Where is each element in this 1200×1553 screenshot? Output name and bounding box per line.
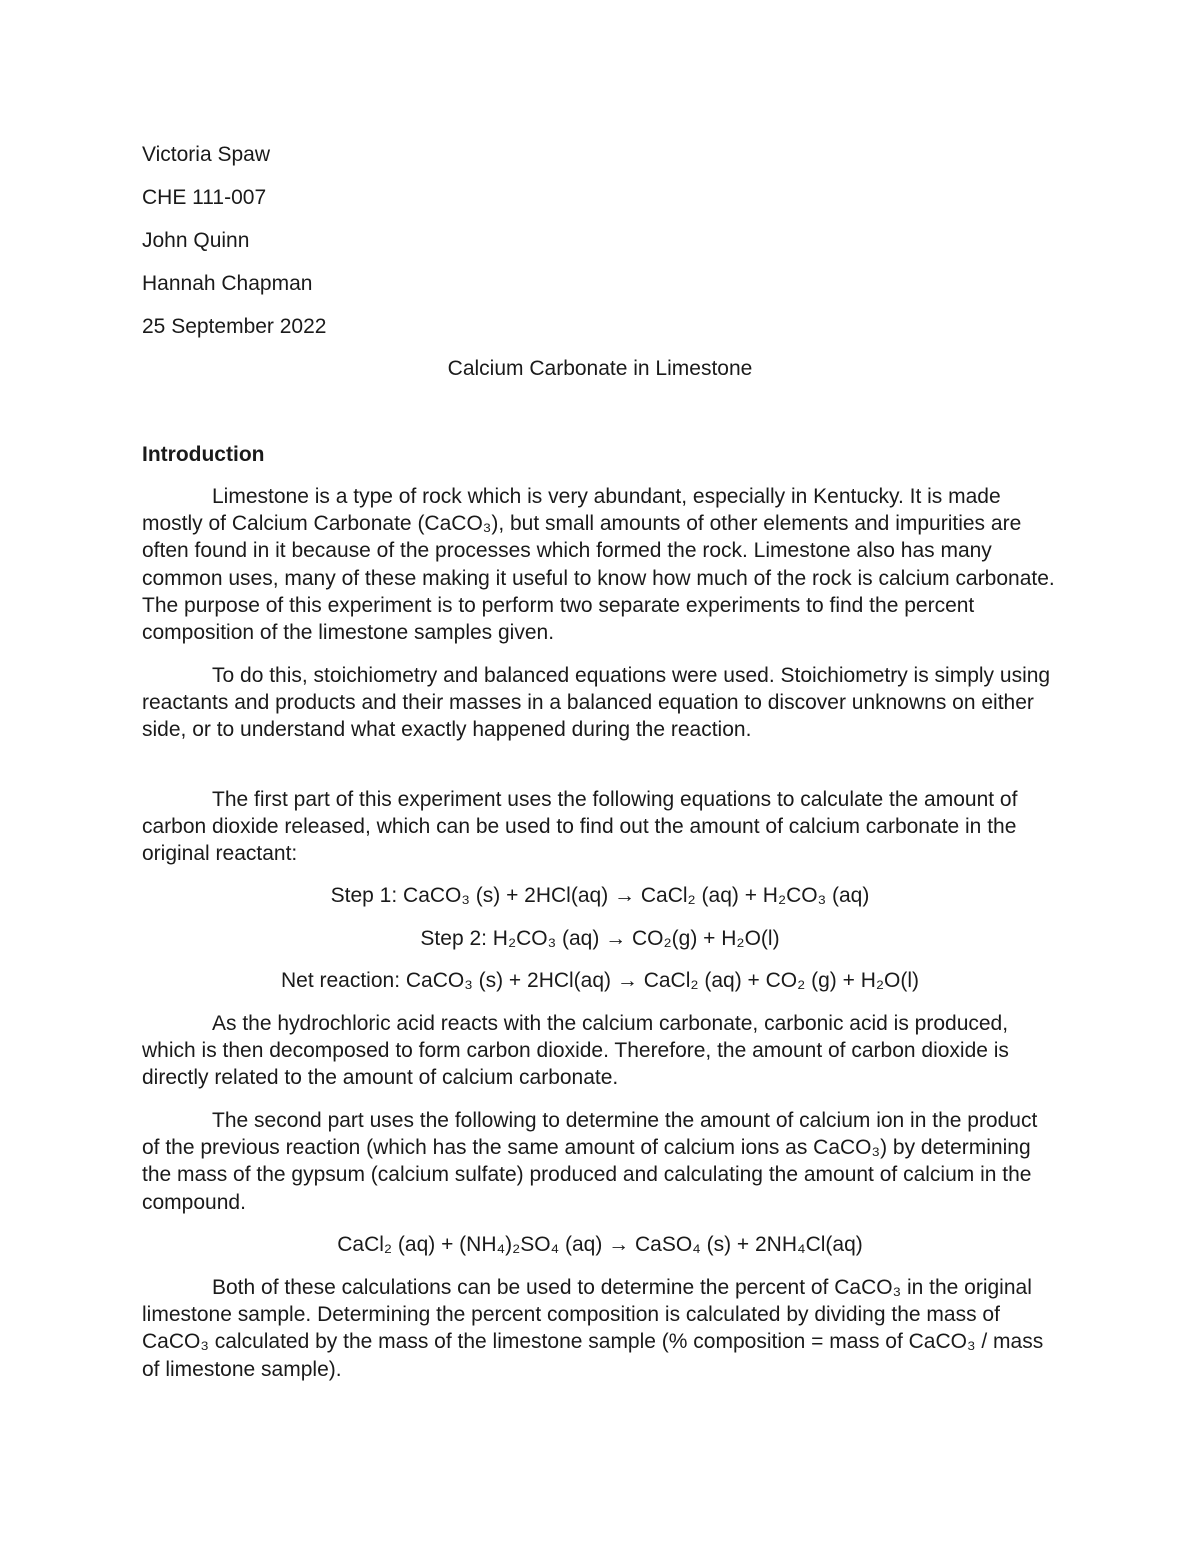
paragraph: The first part of this experiment uses the following equations to calculate the amount of carbon dioxide released, which can be used to find out the amount of calcium carbonate in the original reactant: (142, 788, 1018, 866)
report-date: 25 September 2022 (142, 315, 327, 338)
partner-name: John Quinn (142, 229, 250, 252)
section-heading: Introduction (142, 443, 265, 466)
chemical-equation: Net reaction: CaCO₃ (s) + 2HCl(aq) → CaCl₂ (aq) + CO₂ (g) + H₂O(l) (280, 969, 920, 992)
document-title: Calcium Carbonate in Limestone (447, 357, 753, 380)
paragraph: Limestone is a type of rock which is very abundant, especially in Kentucky. It is made mostly of Calcium Carbonate (CaCO₃), but small amounts of other elements and impurities are often found in it because of the processes which formed the rock. Limestone also has many common uses, many of these making it useful to know how much of the rock is calcium carbonate. The purpose of this experiment is to perform two separate experiments to find the percent composition of the limestone samples given. (142, 485, 1055, 645)
paragraph: The second part uses the following to determine the amount of calcium ion in the product of the previous reaction (which has the same amount of calcium ions as CaCO₃) by determining the mass of the gypsum (calcium sulfate) produced and calculating the amount of calcium in the compound. (142, 1109, 1038, 1214)
chemical-equation: Step 1: CaCO₃ (s) + 2HCl(aq) → CaCl₂ (aq) + H₂CO₃ (aq) (330, 884, 870, 907)
chemical-equation: CaCl₂ (aq) + (NH₄)₂SO₄ (aq) → CaSO₄ (s) + 2NH₄Cl(aq) (337, 1233, 863, 1256)
author-name: Victoria Spaw (142, 143, 271, 166)
paragraph: Both of these calculations can be used to determine the percent of CaCO₃ in the original limestone sample. Determining the percent composition is calculated by dividing the mass of CaCO₃ calculated by the mass of the limestone sample (% composition = mass of CaCO₃ / mass of limestone sample). (142, 1276, 1044, 1381)
partner-name: Hannah Chapman (142, 272, 313, 295)
course-code: CHE 111-007 (142, 186, 267, 209)
paragraph: As the hydrochloric acid reacts with the calcium carbonate, carbonic acid is produced, which is then decomposed to form carbon dioxide. Therefore, the amount of carbon dioxide is directly related to the amount of calcium carbonate. (142, 1012, 1009, 1090)
chemical-equation: Step 2: H₂CO₃ (aq) → CO₂(g) + H₂O(l) (420, 927, 780, 950)
paragraph: To do this, stoichiometry and balanced equations were used. Stoichiometry is simply using reactants and products and their masses in a balanced equation to discover unknowns on either side, or to understand what exactly happened during the reaction. (142, 664, 1051, 742)
